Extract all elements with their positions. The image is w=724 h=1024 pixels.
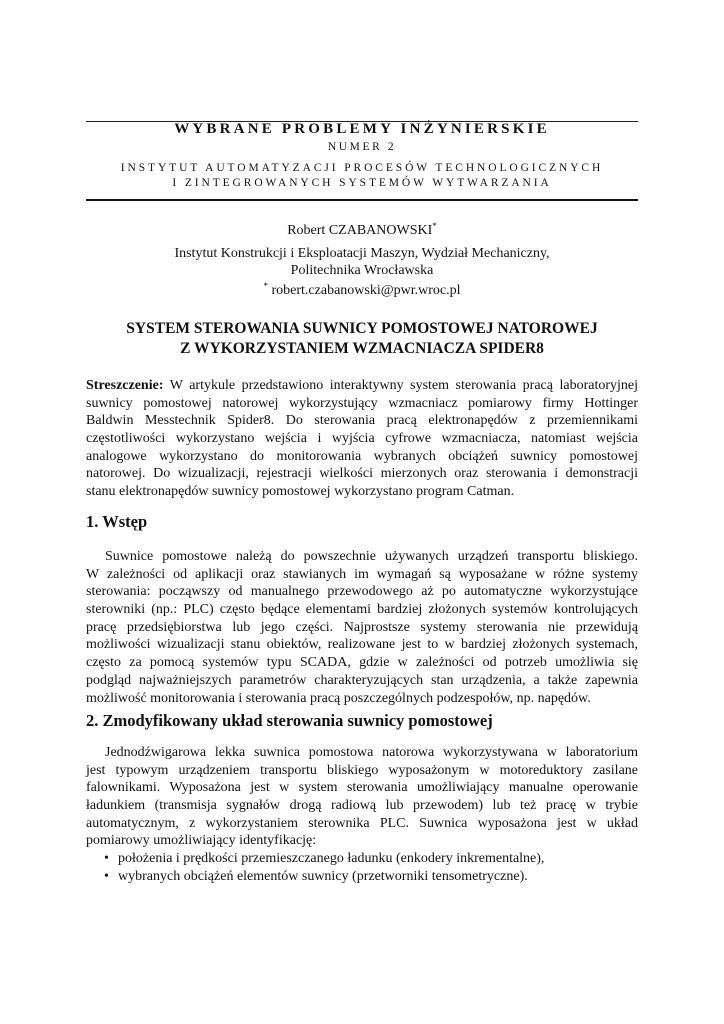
list-item: • wybranych obciążeń elementów suwnicy (przetworniki tensometryczne). <box>104 868 528 884</box>
body-line: ładunkiem (transmisja sygnałów drogą radiową lub przewodem) lub też pracę w trybie <box>86 798 638 814</box>
author-email: * robert.czabanowski@pwr.wroc.pl <box>263 281 461 298</box>
section-2-body <box>86 744 638 850</box>
author-name: Robert CZABANOWSKI* <box>287 221 437 238</box>
bullet-list <box>104 850 544 885</box>
abstract <box>86 377 638 501</box>
email-footnote-mark: * <box>263 281 268 291</box>
body-line: Jednodźwigarowa lekka suwnica pomostowa natorowa wykorzystywana w laboratorium <box>105 745 638 760</box>
section-1-heading: 1. Wstęp <box>86 512 148 531</box>
body-line: często za pomocą systemów typu SCADA, gdzie w zależności od potrzeb umożliwia się <box>86 655 638 671</box>
affiliation-line-1: Instytut Konstrukcji i Eksploatacji Maszyn, Wydział Mechaniczny, <box>174 246 550 261</box>
abstract-line: analogowe wykorzystano do monitorowania wybranych obciążeń suwnicy pomostowej <box>86 448 638 464</box>
author-footnote-mark: * <box>432 221 437 231</box>
body-line: możliwość monitorowania i sterowania pracą poszczególnych podzespołów, np. napędów. <box>86 690 591 706</box>
issue-number: NUMER 2 <box>327 141 397 153</box>
body-line: W zależności od aplikacji oraz stawianych im wymagań są wyposażane w różne systemy <box>86 566 638 582</box>
section-1-body <box>86 548 638 707</box>
abstract-line: suwnicy pomostowej natorowej wykorzystujący wzmacniacz pomiarowy firmy Hottinger <box>86 395 638 411</box>
abstract-line: Baldwin Messtechnik Spider8. Do sterowania pracą elektronapędów z przemiennikami <box>86 413 638 429</box>
body-line: podgląd najważniejszych parametrów charakteryzujących stan urządzenia, a także zapewnia <box>86 672 638 688</box>
paper-title-line-1: SYSTEM STEROWANIA SUWNICY POMOSTOWEJ NATOROWEJ <box>126 320 598 337</box>
body-line: możliwości wizualizacji stanu obiektów, realizowane jest to w bardziej złożonych systemach, <box>86 637 638 653</box>
body-line: jest typowym urządzeniem transportu bliskiego wyposażonym w motoreduktory zasilane <box>86 762 638 778</box>
body-line: pracę przedsiębiorstwa lub jego części. Najprostsze systemy sterowania nie przewidują <box>86 619 638 635</box>
body-line: sterowniki (np.: PLC) często będące elementami bardziej złożonych systemów kontrolujących <box>86 602 638 618</box>
header-bottom-rule <box>86 199 638 201</box>
institute-line-2: I ZINTEGROWANYCH SYSTEMÓW WYTWARZANIA <box>172 177 552 189</box>
bullet-icon: • <box>104 851 109 866</box>
body-line: automatycznym, z wykorzystaniem sterownika PLC. Suwnica wyposażona jest w układ <box>86 815 638 831</box>
affiliation-line-2: Politechnika Wrocławska <box>290 263 434 278</box>
abstract-line: natorowej. Do wizualizacji, rejestracji wielkości mierzonych oraz sterowania i demonstracji <box>86 466 638 482</box>
body-line: sterowania: począwszy od manualnego przewodowego aż po automatyczne wykorzystujące <box>86 584 638 600</box>
body-line: falownikami. Wyposażona jest w system sterowania umożliwiający manualne operowanie <box>86 780 638 796</box>
abstract-label: Streszczenie: <box>86 378 164 393</box>
abstract-line: Streszczenie: W artykule przedstawiono interaktywny system sterowania pracą laboratoryjnej <box>86 378 639 393</box>
paper-title-line-2: Z WYKORZYSTANIEM WZMACNIACZA SPIDER8 <box>180 340 544 357</box>
institute-line-1: INSTYTUT AUTOMATYZACJI PROCESÓW TECHNOLOGICZNYCH <box>120 162 604 174</box>
series-title: WYBRANE PROBLEMY INŻYNIERSKIE <box>174 121 550 137</box>
section-2-heading: 2. Zmodyfikowany układ sterowania suwnicy pomostowej <box>86 711 493 730</box>
bullet-icon: • <box>104 868 109 884</box>
abstract-line: częstotliwości wykorzystano wejścia i wyjścia cyfrowe wzmacniacza, natomiast wejścia <box>86 431 638 447</box>
body-line: pomiarowy umożliwiający identyfikację: <box>86 833 317 849</box>
list-item: • położenia i prędkości przemieszczanego ładunku (enkodery inkrementalne), <box>104 851 545 866</box>
abstract-line: stanu elektronapędów suwnicy pomostowej wykorzystano program Catman. <box>86 484 515 500</box>
body-line: Suwnice pomostowe należą do powszechnie używanych urządzeń transportu bliskiego. <box>105 549 638 564</box>
